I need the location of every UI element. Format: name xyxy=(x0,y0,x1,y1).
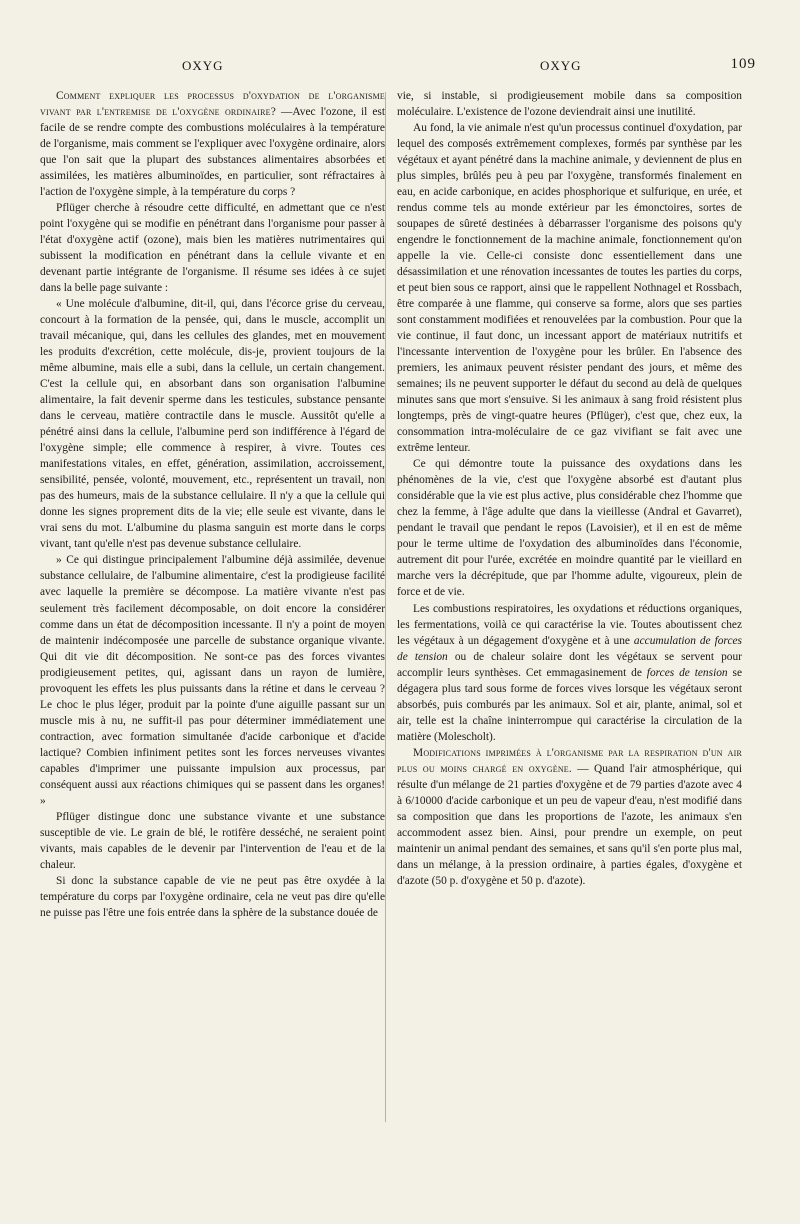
paragraph: Ce qui démontre toute la puissance des oxydations dans les phénomènes de la vie, c'est que l'oxygène absorbé est d'autant plus considérable que la vie est plus active, plus considérable chez l'homme que chez la femme, à l'âge adulte que dans la vieillesse (Andral et Gavarret), pendant le travail que pendant le repos (Lavoisier), et il en est de même pour le terme ultime de l'oxydation des albuminoïdes dans l'économie, autrement dit pour l'urée, excrétée en moindre quantité par le vieillard en marche vers la décrépitude, que par l'homme adulte, vigoureux, plein de force et de vie. xyxy=(397,458,742,599)
emphasis: accumulation de forces de tension xyxy=(397,634,742,663)
quote-paragraph: » Ce qui distingue principalement l'albumine déjà assimilée, devenue substance cellulaire, de l'albumine alimentaire, c'est la prodigieuse facilité avec laquelle la première se décompose. La matière vivante n'est pas seulement très facilement décomposable, on doit encore la considérer comme dans un état de décomposition incessante. Il n'y a point de moyen de maintenir indécomposée une parcelle de substance organique vivante. Qui dit vie dit décomposition. Ne sont-ce pas des forces vivantes prodigieusement petites, qui, agissant dans un rayon de lumière, provoquent les effets les plus puissants dans la rétine et dans le cerveau ? Le choc le plus léger, produit par la pointe d'une aiguille passant sur un muscle mis à nu, ne suffit-il pas pour déterminer immédiatement une contraction, avec formation simultanée d'acide carbonique et d'acide lactique? Combien infiniment petites sont les forces nerveuses vivantes capables d'imprimer une puissante impulsion aux processus, par conséquent aussi aux réactions chimiques qui se passent dans les organes! » xyxy=(40,554,385,807)
section-heading: Comment expliquer les processus d'oxydation de l'organisme vivant par l'entremise de l'oxygène ordinaire? xyxy=(40,90,385,119)
quote-paragraph: « Une molécule d'albumine, dit-il, qui, dans l'écorce grise du cerveau, concourt à la formation de la pensée, qui, dans le muscle, accomplit un travail mécanique, qui, dans les cellules des glandes, met en mouvement les produits d'excrétion, cette molécule, dis-je, provient toujours de la même albumine, mais elle a subi, dans la cellule, un certain changement. C'est la cellule qui, en absorbant dans son organisation l'albumine alimentaire, la fait devenir sperme dans les testicules, substance pensante dans le cerveau, matière contractile dans le muscle. Aussitôt qu'elle a pénétré ainsi dans la cellule, l'albumine perd son indifférence à l'égard de l'oxygène simple; elle commence à respirer, à vivre. Toutes ces manifestations vitales, en effet, génération, assimilation, accroissement, sensibilité, pensée, volonté, mouvement, etc., représentent un travail, non pas des humeurs, mais de la substance cellulaire. Il n'y a que la cellule qui donne les signes proprement dits de la vie; elle seule est vivante, dans le vrai sens du mot. L'albumine du plasma sanguin est morte dans le corps vivant, tant qu'elle n'est pas devenue substance cellulaire. xyxy=(40,298,385,551)
text-run: ou de chaleur solaire dont les végétaux se servent pour accomplir leurs synthèses. Cet emmagasinement de xyxy=(397,650,742,679)
header-left-title: OXYG xyxy=(182,58,224,73)
paragraph: Pflüger cherche à résoudre cette difficulté, en admettant que ce n'est point l'oxygène qui se modifie en pénétrant dans l'organisme pour passer à l'état d'oxygène actif (ozone), mais bien les matières nutrimentaires qui subissent la modification en pénétrant dans la cellule vivante et en devenant partie intégrante de l'organisme. Il résume ses idées à ce sujet dans la belle page suivante : xyxy=(40,202,385,295)
right-column xyxy=(397,88,742,889)
paragraph-text: —Avec l'ozone, il est facile de se rendre compte des combustions moléculaires à la température de l'organisme, mais comment se l'expliquer avec l'oxygène ordinaire, alors que l'on sait que la plupart des substances alimentaires absorbées et assimilées, les matières albuminoïdes, en particulier, sont réfractaires à l'action de l'oxygène simple, à la température du corps ? xyxy=(40,106,385,199)
running-head xyxy=(40,58,760,78)
column-divider xyxy=(385,92,386,1122)
header-right-title: OXYG xyxy=(540,58,582,73)
left-column xyxy=(40,88,385,921)
section-heading: Modifications imprimées à l'organisme par la respiration d'un air plus ou moins chargé en oxygène. xyxy=(397,746,742,775)
paragraph: Si donc la substance capable de vie ne peut pas être oxydée à la température du corps par l'oxygène ordinaire, cela ne veut pas dire qu'elle ne puisse pas l'être une fois entrée dans la sphère de la substance douée de xyxy=(40,874,385,919)
section-paragraph xyxy=(397,745,742,889)
section-paragraph xyxy=(40,88,385,200)
emphasis: forces de tension xyxy=(646,666,728,679)
text-run: se dégagera plus tard sous forme de forces vives lorsque les végétaux seront absorbés, puis comburés par les animaux. Sol et air, plante, animal, sol et air, telle est la chaîne ininterrompue qui caractérise la circulation de la matière (Molescholt). xyxy=(397,666,742,743)
paragraph-continuation: vie, si instable, si prodigieusement mobile dans sa composition moléculaire. L'existence de l'ozone deviendrait ainsi une inutilité. xyxy=(397,90,742,119)
page-number: 109 xyxy=(730,56,756,72)
paragraph: Pflüger distingue donc une substance vivante et une substance susceptible de vie. Le grain de blé, le rotifère desséché, ne seraient point vivants, mais capables de le devenir par l'intervention de l'eau et de la chaleur. xyxy=(40,810,385,871)
paragraph-with-emphasis xyxy=(397,601,742,745)
paragraph-text: — Quand l'air atmosphérique, qui résulte d'un mélange de 21 parties d'oxygène et de 79 parties d'azote avec 4 à 6/10000 d'acide carbonique et un peu de vapeur d'eau, n'est modifié dans sa composition que dans les proportions de l'azote, les animaux s'en accommodent assez bien. Ainsi, pour prendre un exemple, on peut maintenir un animal pendant des semaines, et sans qu'il s'en porte plus mal, dans un mélange, à la pression ordinaire, à parties égales, d'oxygène et d'azote (50 p. d'oxygène et 50 p. d'azote). xyxy=(397,762,742,887)
paragraph: Au fond, la vie animale n'est qu'un processus continuel d'oxydation, par lequel des composés extrêmement complexes, formés par synthèse par les végétaux et ayant pénétré dans la machine animale, y deviennent de plus en plus simples, brûlés peu à peu par l'oxygène, transformés finalement en eau, en acide carbonique, en acides phosphorique et sulfurique, en urée, et rendus comme tels au monde extérieur par les émonctoires, sortes de soupapes de sûreté destinées à débarrasser l'organisme des poisons qu'y engendre le fonctionnement de la machine animale, fonctionnement qu'on appelle la vie. Celle-ci consiste donc essentiellement dans une désassimilation et une rénovation incessantes de toutes les parties du corps, et peut bien sous ce rapport, ainsi que le rappellent Nothnagel et Rossbach, être comparée à une flamme, qui conserve sa forme, alors que ses parties sont constamment modifiées et renouvelées par la combustion. Pour que la vie continue, il faut donc, un incessant apport de matériaux nutritifs et l'incessante intervention de l'oxygène pour les brûler. En l'absence des premiers, les animaux peuvent résister pendant des jours, et même des semaines; ils ne peuvent supporter le défaut du second au delà de quelques minutes sans que mort s'ensuive. Si les animaux à sang froid résistent plus longtemps, près de vingt-quatre heures (Pflüger), c'est que, chez eux, la consommation intra-moléculaire de ce gaz vivifiant se fait avec une extrême lenteur. xyxy=(397,122,742,455)
text-run: Les combustions respiratoires, les oxydations et réductions organiques, les fermentations, voilà ce qui caractérise la vie. Toutes aboutissent chez les végétaux à un dégagement d'oxygène et à une xyxy=(397,602,742,647)
